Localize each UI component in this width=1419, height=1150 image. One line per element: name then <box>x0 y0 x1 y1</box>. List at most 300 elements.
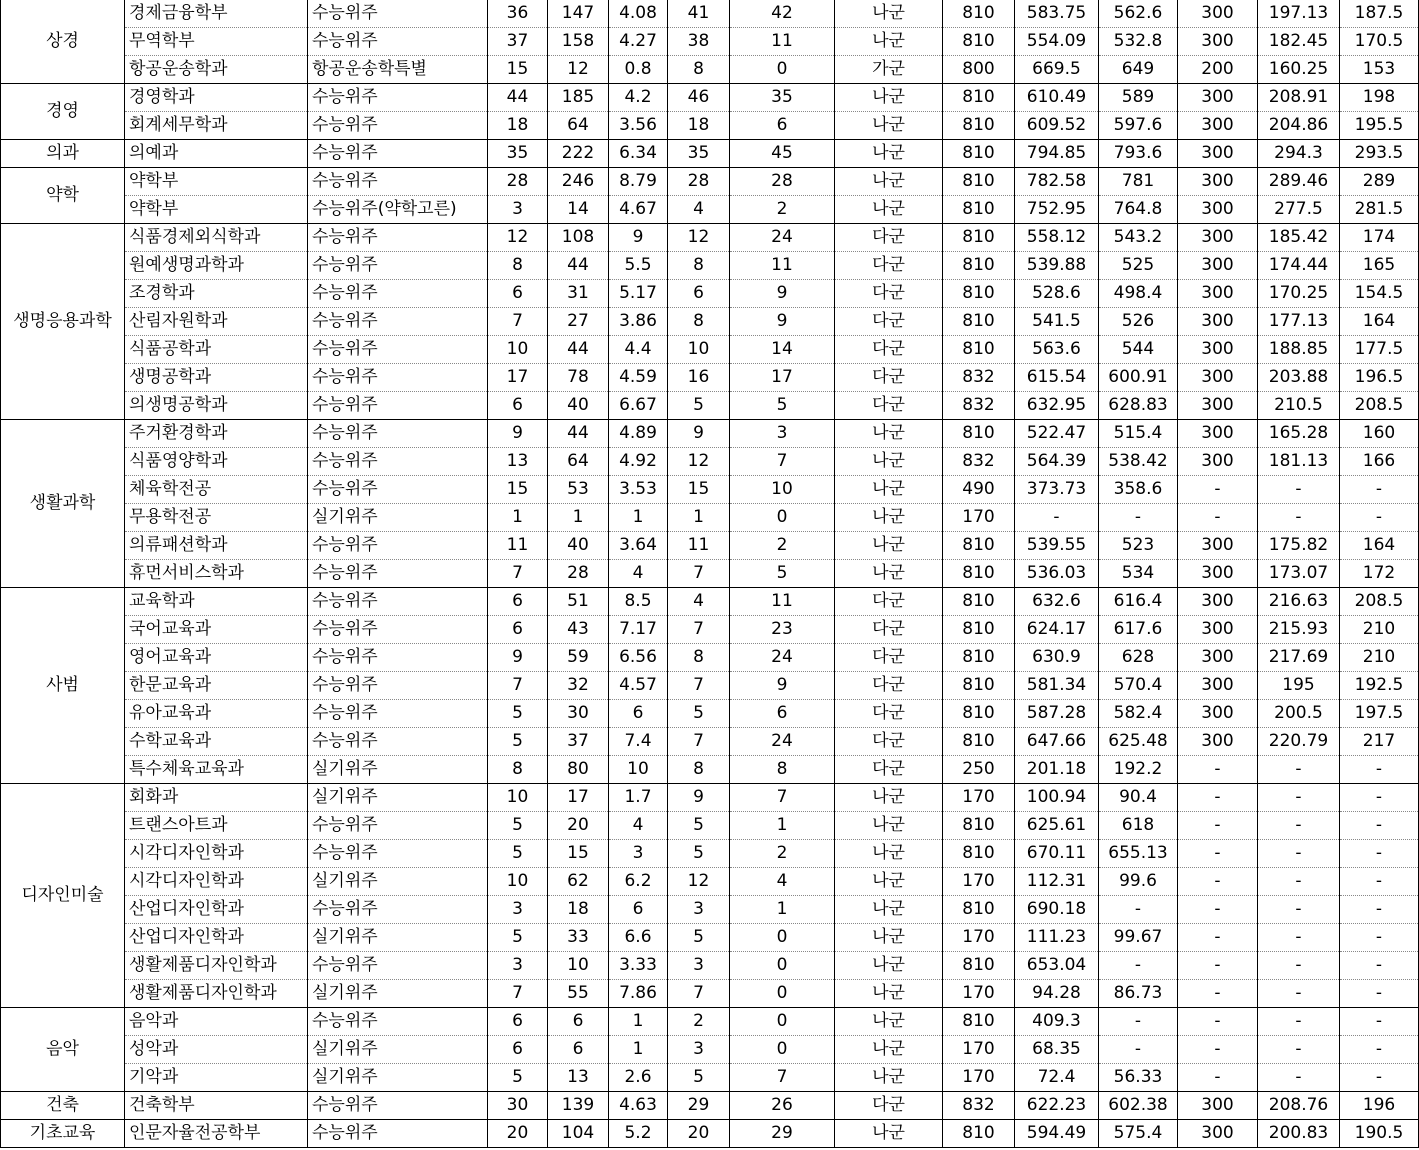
value-cell: 30 <box>548 700 609 728</box>
value-cell: 544 <box>1099 336 1178 364</box>
table-row <box>1 504 1419 532</box>
table-row <box>1 868 1419 896</box>
admission-type-cell: 수능위주 <box>308 532 488 560</box>
value-cell: 1 <box>488 504 548 532</box>
department-cell: 의예과 <box>125 140 308 168</box>
department-cell: 특수체육교육과 <box>125 756 308 784</box>
value-cell: 764.8 <box>1099 196 1178 224</box>
value-cell: 5 <box>668 840 730 868</box>
value-cell: 10 <box>548 952 609 980</box>
value-cell: - <box>1340 1064 1419 1092</box>
value-cell: 289 <box>1340 168 1419 196</box>
table-row <box>1 224 1419 252</box>
value-cell: 4.4 <box>609 336 668 364</box>
value-cell: 281.5 <box>1340 196 1419 224</box>
value-cell: 490 <box>943 476 1015 504</box>
table-row <box>1 1036 1419 1064</box>
value-cell: 810 <box>943 700 1015 728</box>
value-cell: 192.2 <box>1099 756 1178 784</box>
value-cell: 5 <box>488 728 548 756</box>
department-cell: 휴먼서비스학과 <box>125 560 308 588</box>
value-cell: 624.17 <box>1015 616 1099 644</box>
value-cell: - <box>1258 1008 1340 1036</box>
value-cell: 204.86 <box>1258 112 1340 140</box>
value-cell: 9 <box>730 280 835 308</box>
value-cell: 246 <box>548 168 609 196</box>
value-cell: 170.25 <box>1258 280 1340 308</box>
value-cell: 17 <box>488 364 548 392</box>
value-cell: 165 <box>1340 252 1419 280</box>
value-cell: 7.4 <box>609 728 668 756</box>
value-cell: - <box>1340 504 1419 532</box>
value-cell: - <box>1178 1064 1258 1092</box>
value-cell: 198 <box>1340 84 1419 112</box>
value-cell: 539.88 <box>1015 252 1099 280</box>
value-cell: 3.53 <box>609 476 668 504</box>
value-cell: 35 <box>668 140 730 168</box>
value-cell: 1 <box>668 504 730 532</box>
value-cell: - <box>1340 980 1419 1008</box>
value-cell: 6 <box>488 392 548 420</box>
value-cell: 498.4 <box>1099 280 1178 308</box>
value-cell: 99.67 <box>1099 924 1178 952</box>
value-cell: 나군 <box>835 196 943 224</box>
value-cell: 170 <box>943 980 1015 1008</box>
value-cell: 2.6 <box>609 1064 668 1092</box>
value-cell: 6.67 <box>609 392 668 420</box>
value-cell: 12 <box>548 56 609 84</box>
value-cell: 4 <box>609 560 668 588</box>
value-cell: 534 <box>1099 560 1178 588</box>
admission-type-cell: 수능위주 <box>308 1120 488 1148</box>
value-cell: 201.18 <box>1015 756 1099 784</box>
department-cell: 음악과 <box>125 1008 308 1036</box>
value-cell: 36 <box>488 0 548 28</box>
value-cell: 다군 <box>835 588 943 616</box>
value-cell: 300 <box>1178 28 1258 56</box>
value-cell: 59 <box>548 644 609 672</box>
value-cell: 185.42 <box>1258 224 1340 252</box>
value-cell: 8 <box>668 756 730 784</box>
value-cell: 617.6 <box>1099 616 1178 644</box>
value-cell: 1 <box>609 1036 668 1064</box>
value-cell: 1.7 <box>609 784 668 812</box>
table-row <box>1 84 1419 112</box>
admission-type-cell: 수능위주(약학고른) <box>308 196 488 224</box>
value-cell: 216.63 <box>1258 588 1340 616</box>
value-cell: 373.73 <box>1015 476 1099 504</box>
value-cell: 300 <box>1178 392 1258 420</box>
value-cell: 나군 <box>835 504 943 532</box>
value-cell: 541.5 <box>1015 308 1099 336</box>
value-cell: 20 <box>668 1120 730 1148</box>
admission-type-cell: 수능위주 <box>308 392 488 420</box>
value-cell: 300 <box>1178 672 1258 700</box>
table-row <box>1 560 1419 588</box>
admission-type-cell: 수능위주 <box>308 840 488 868</box>
value-cell: - <box>1178 924 1258 952</box>
value-cell: 609.52 <box>1015 112 1099 140</box>
value-cell: 17 <box>730 364 835 392</box>
department-cell: 영어교육과 <box>125 644 308 672</box>
value-cell: 24 <box>730 224 835 252</box>
admission-type-cell: 수능위주 <box>308 812 488 840</box>
value-cell: 782.58 <box>1015 168 1099 196</box>
value-cell: 6 <box>488 588 548 616</box>
value-cell: 나군 <box>835 140 943 168</box>
value-cell: 536.03 <box>1015 560 1099 588</box>
table-row <box>1 672 1419 700</box>
value-cell: 810 <box>943 532 1015 560</box>
value-cell: - <box>1258 1064 1340 1092</box>
value-cell: 44 <box>548 252 609 280</box>
value-cell: 12 <box>668 224 730 252</box>
value-cell: 26 <box>730 1092 835 1120</box>
value-cell: 37 <box>548 728 609 756</box>
value-cell: 나군 <box>835 1036 943 1064</box>
value-cell: 215.93 <box>1258 616 1340 644</box>
value-cell: 나군 <box>835 980 943 1008</box>
value-cell: 196 <box>1340 1092 1419 1120</box>
value-cell: - <box>1340 840 1419 868</box>
value-cell: 6 <box>488 1008 548 1036</box>
value-cell: 289.46 <box>1258 168 1340 196</box>
admission-type-cell: 수능위주 <box>308 336 488 364</box>
value-cell: 38 <box>668 28 730 56</box>
value-cell: 5 <box>488 840 548 868</box>
value-cell: 104 <box>548 1120 609 1148</box>
value-cell: 220.79 <box>1258 728 1340 756</box>
department-cell: 건축학부 <box>125 1092 308 1120</box>
value-cell: 4 <box>668 588 730 616</box>
value-cell: 294.3 <box>1258 140 1340 168</box>
value-cell: - <box>1340 952 1419 980</box>
value-cell: 174 <box>1340 224 1419 252</box>
value-cell: - <box>1178 812 1258 840</box>
college-cell: 음악 <box>1 1008 125 1092</box>
value-cell: 570.4 <box>1099 672 1178 700</box>
value-cell: 810 <box>943 616 1015 644</box>
value-cell: 581.34 <box>1015 672 1099 700</box>
value-cell: 4 <box>730 868 835 896</box>
value-cell: 3 <box>730 420 835 448</box>
value-cell: 9 <box>668 420 730 448</box>
department-cell: 무역학부 <box>125 28 308 56</box>
department-cell: 트랜스아트과 <box>125 812 308 840</box>
value-cell: 810 <box>943 812 1015 840</box>
admission-type-cell: 실기위주 <box>308 980 488 1008</box>
department-cell: 산업디자인학과 <box>125 896 308 924</box>
value-cell: 0 <box>730 952 835 980</box>
value-cell: 나군 <box>835 560 943 588</box>
department-cell: 원예생명과학과 <box>125 252 308 280</box>
table-row <box>1 448 1419 476</box>
value-cell: - <box>1340 924 1419 952</box>
value-cell: 8.79 <box>609 168 668 196</box>
admission-type-cell: 수능위주 <box>308 952 488 980</box>
department-cell: 시각디자인학과 <box>125 840 308 868</box>
value-cell: 800 <box>943 56 1015 84</box>
value-cell: 8.5 <box>609 588 668 616</box>
value-cell: 44 <box>548 336 609 364</box>
value-cell: 10 <box>488 784 548 812</box>
value-cell: 5.2 <box>609 1120 668 1148</box>
table-row <box>1 0 1419 28</box>
value-cell: - <box>1258 784 1340 812</box>
value-cell: 다군 <box>835 392 943 420</box>
value-cell: 5 <box>730 392 835 420</box>
value-cell: 24 <box>730 644 835 672</box>
value-cell: 622.23 <box>1015 1092 1099 1120</box>
value-cell: 810 <box>943 952 1015 980</box>
value-cell: 9 <box>609 224 668 252</box>
value-cell: 10 <box>488 336 548 364</box>
admission-type-cell: 수능위주 <box>308 84 488 112</box>
value-cell: 615.54 <box>1015 364 1099 392</box>
value-cell: 300 <box>1178 196 1258 224</box>
value-cell: 632.6 <box>1015 588 1099 616</box>
value-cell: 29 <box>730 1120 835 1148</box>
admission-type-cell: 수능위주 <box>308 224 488 252</box>
value-cell: 625.48 <box>1099 728 1178 756</box>
value-cell: 4.92 <box>609 448 668 476</box>
table-row <box>1 756 1419 784</box>
department-cell: 인문자율전공학부 <box>125 1120 308 1148</box>
value-cell: 628 <box>1099 644 1178 672</box>
value-cell: 589 <box>1099 84 1178 112</box>
value-cell: 153 <box>1340 56 1419 84</box>
value-cell: 12 <box>488 224 548 252</box>
value-cell: 300 <box>1178 644 1258 672</box>
value-cell: 다군 <box>835 672 943 700</box>
college-cell: 상경 <box>1 0 125 84</box>
value-cell: 3.56 <box>609 112 668 140</box>
value-cell: 210.5 <box>1258 392 1340 420</box>
value-cell: 53 <box>548 476 609 504</box>
value-cell: - <box>1340 812 1419 840</box>
value-cell: 300 <box>1178 616 1258 644</box>
value-cell: 0.8 <box>609 56 668 84</box>
value-cell: 810 <box>943 84 1015 112</box>
value-cell: 250 <box>943 756 1015 784</box>
value-cell: - <box>1178 1008 1258 1036</box>
table-row <box>1 168 1419 196</box>
table-row <box>1 56 1419 84</box>
value-cell: 0 <box>730 504 835 532</box>
value-cell: 6 <box>609 700 668 728</box>
value-cell: 300 <box>1178 1120 1258 1148</box>
value-cell: - <box>1178 952 1258 980</box>
value-cell: 2 <box>730 532 835 560</box>
value-cell: 0 <box>730 1008 835 1036</box>
value-cell: 64 <box>548 112 609 140</box>
value-cell: 10 <box>730 476 835 504</box>
value-cell: 300 <box>1178 140 1258 168</box>
admission-type-cell: 수능위주 <box>308 280 488 308</box>
admission-type-cell: 수능위주 <box>308 112 488 140</box>
value-cell: - <box>1258 896 1340 924</box>
value-cell: - <box>1099 1036 1178 1064</box>
value-cell: 409.3 <box>1015 1008 1099 1036</box>
value-cell: 3.86 <box>609 308 668 336</box>
value-cell: 9 <box>730 672 835 700</box>
value-cell: 18 <box>668 112 730 140</box>
value-cell: 4 <box>668 196 730 224</box>
value-cell: 177.5 <box>1340 336 1419 364</box>
admission-type-cell: 수능위주 <box>308 1092 488 1120</box>
value-cell: 190.5 <box>1340 1120 1419 1148</box>
value-cell: 210 <box>1340 616 1419 644</box>
value-cell: 300 <box>1178 112 1258 140</box>
value-cell: 14 <box>548 196 609 224</box>
value-cell: 6 <box>668 280 730 308</box>
value-cell: 나군 <box>835 168 943 196</box>
value-cell: 7 <box>730 1064 835 1092</box>
value-cell: 5.17 <box>609 280 668 308</box>
value-cell: 3 <box>488 952 548 980</box>
value-cell: 7.86 <box>609 980 668 1008</box>
value-cell: 4.63 <box>609 1092 668 1120</box>
value-cell: - <box>1099 1008 1178 1036</box>
department-cell: 산림자원학과 <box>125 308 308 336</box>
value-cell: 3 <box>488 196 548 224</box>
value-cell: 다군 <box>835 224 943 252</box>
value-cell: 3.33 <box>609 952 668 980</box>
value-cell: 0 <box>730 56 835 84</box>
value-cell: 610.49 <box>1015 84 1099 112</box>
value-cell: 11 <box>668 532 730 560</box>
department-cell: 성악과 <box>125 1036 308 1064</box>
value-cell: 111.23 <box>1015 924 1099 952</box>
value-cell: 1 <box>548 504 609 532</box>
value-cell: 793.6 <box>1099 140 1178 168</box>
value-cell: 208.5 <box>1340 588 1419 616</box>
value-cell: 7 <box>668 560 730 588</box>
table-row <box>1 1120 1419 1148</box>
value-cell: 197.5 <box>1340 700 1419 728</box>
value-cell: 37 <box>488 28 548 56</box>
value-cell: 0 <box>730 924 835 952</box>
value-cell: 616.4 <box>1099 588 1178 616</box>
value-cell: - <box>1258 980 1340 1008</box>
value-cell: - <box>1340 868 1419 896</box>
value-cell: 나군 <box>835 112 943 140</box>
value-cell: 7 <box>488 672 548 700</box>
value-cell: - <box>1178 868 1258 896</box>
value-cell: 41 <box>668 0 730 28</box>
value-cell: 다군 <box>835 728 943 756</box>
value-cell: - <box>1178 980 1258 1008</box>
value-cell: 181.13 <box>1258 448 1340 476</box>
value-cell: - <box>1340 1036 1419 1064</box>
value-cell: 10 <box>668 336 730 364</box>
value-cell: 46 <box>668 84 730 112</box>
value-cell: 4.2 <box>609 84 668 112</box>
value-cell: 587.28 <box>1015 700 1099 728</box>
admission-type-cell: 수능위주 <box>308 1008 488 1036</box>
value-cell: - <box>1099 896 1178 924</box>
value-cell: 810 <box>943 196 1015 224</box>
value-cell: 669.5 <box>1015 56 1099 84</box>
value-cell: 670.11 <box>1015 840 1099 868</box>
value-cell: 810 <box>943 840 1015 868</box>
admission-type-cell: 수능위주 <box>308 448 488 476</box>
value-cell: 나군 <box>835 896 943 924</box>
value-cell: 158 <box>548 28 609 56</box>
value-cell: 173.07 <box>1258 560 1340 588</box>
value-cell: 147 <box>548 0 609 28</box>
table-row <box>1 1008 1419 1036</box>
college-cell: 생명응용과학 <box>1 224 125 420</box>
value-cell: - <box>1178 504 1258 532</box>
table-row <box>1 392 1419 420</box>
value-cell: 다군 <box>835 252 943 280</box>
department-cell: 국어교육과 <box>125 616 308 644</box>
value-cell: 6 <box>730 112 835 140</box>
value-cell: 나군 <box>835 812 943 840</box>
table-row <box>1 252 1419 280</box>
value-cell: 139 <box>548 1092 609 1120</box>
college-cell: 기초교육 <box>1 1120 125 1148</box>
value-cell: 45 <box>730 140 835 168</box>
value-cell: 44 <box>548 420 609 448</box>
value-cell: 32 <box>548 672 609 700</box>
department-cell: 경제금융학부 <box>125 0 308 28</box>
department-cell: 생명공학과 <box>125 364 308 392</box>
table-row <box>1 532 1419 560</box>
department-cell: 산업디자인학과 <box>125 924 308 952</box>
value-cell: 9 <box>488 420 548 448</box>
value-cell: 300 <box>1178 84 1258 112</box>
value-cell: 200.83 <box>1258 1120 1340 1148</box>
value-cell: 나군 <box>835 0 943 28</box>
value-cell: 56.33 <box>1099 1064 1178 1092</box>
value-cell: 160.25 <box>1258 56 1340 84</box>
value-cell: 0 <box>730 980 835 1008</box>
college-cell: 경영 <box>1 84 125 140</box>
value-cell: 217.69 <box>1258 644 1340 672</box>
value-cell: 6 <box>548 1008 609 1036</box>
value-cell: 5 <box>488 812 548 840</box>
value-cell: 810 <box>943 28 1015 56</box>
college-cell: 약학 <box>1 168 125 224</box>
value-cell: - <box>1340 476 1419 504</box>
value-cell: - <box>1258 756 1340 784</box>
value-cell: 6 <box>488 616 548 644</box>
value-cell: 217 <box>1340 728 1419 756</box>
value-cell: 17 <box>548 784 609 812</box>
value-cell: 810 <box>943 308 1015 336</box>
value-cell: 8 <box>488 756 548 784</box>
admission-type-cell: 수능위주 <box>308 0 488 28</box>
value-cell: 다군 <box>835 644 943 672</box>
value-cell: 나군 <box>835 868 943 896</box>
value-cell: 7 <box>730 784 835 812</box>
value-cell: 나군 <box>835 952 943 980</box>
value-cell: - <box>1178 1036 1258 1064</box>
value-cell: 8 <box>668 252 730 280</box>
college-cell: 사범 <box>1 588 125 784</box>
table-row <box>1 1092 1419 1120</box>
value-cell: 165.28 <box>1258 420 1340 448</box>
value-cell: 594.49 <box>1015 1120 1099 1148</box>
table-row <box>1 644 1419 672</box>
value-cell: 3 <box>488 896 548 924</box>
value-cell: 90.4 <box>1099 784 1178 812</box>
value-cell: 810 <box>943 420 1015 448</box>
value-cell: - <box>1178 756 1258 784</box>
value-cell: 300 <box>1178 700 1258 728</box>
